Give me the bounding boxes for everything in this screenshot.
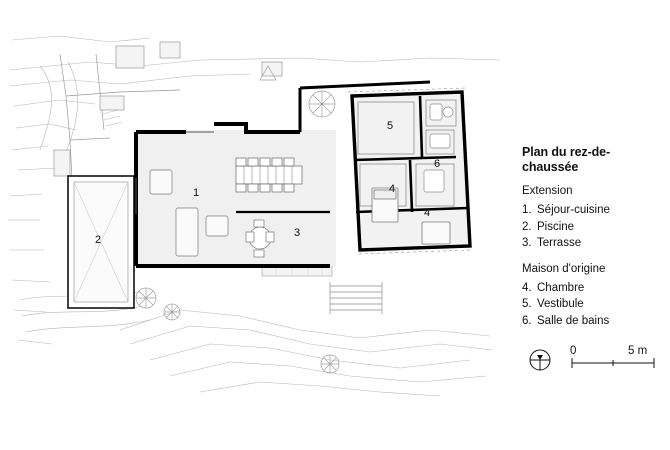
- room-number-3: 3: [293, 227, 301, 239]
- legend-item-number: 2.: [522, 220, 532, 233]
- legend-item: [522, 296, 662, 313]
- legend-item-label: Vestibule: [537, 298, 584, 310]
- legend-item-label: Séjour-cuisine: [537, 204, 610, 216]
- legend-list-extension: [522, 202, 662, 252]
- legend-section-heading-original-house: Maison d'origine: [522, 262, 606, 275]
- legend-list-original-house: [522, 280, 662, 330]
- legend-item-label: Terrasse: [537, 237, 582, 249]
- scale-label-max: 5 m: [628, 345, 648, 357]
- legend-item: [522, 219, 662, 236]
- legend-title: Plan du rez-de-chaussée: [522, 145, 611, 174]
- legend-section-heading-extension: Extension: [522, 185, 573, 197]
- legend-item: [522, 202, 662, 219]
- legend-item-number: 3.: [522, 237, 532, 249]
- legend-item-number: 6.: [522, 314, 532, 327]
- legend-item: [522, 235, 662, 252]
- legend-item-label: Salle de bains: [537, 314, 610, 327]
- legend-item: [522, 280, 662, 297]
- original-house: [348, 88, 470, 254]
- room-number-4a: 4: [388, 183, 396, 195]
- legend-item-number: 5.: [522, 298, 532, 310]
- scale-ruler: [572, 358, 654, 368]
- scale-bar-group: [528, 345, 658, 377]
- room-number-2: 2: [94, 234, 102, 246]
- furniture-kitchen: [236, 158, 302, 192]
- legend-item: [522, 313, 662, 330]
- room-number-4b: 4: [423, 207, 431, 219]
- scale-label-zero: 0: [570, 345, 577, 357]
- legend-item-number: 4.: [522, 281, 532, 294]
- stairs: [330, 282, 382, 314]
- room-number-6: 6: [433, 158, 441, 170]
- room-number-1: 1: [192, 187, 200, 199]
- north-arrow-icon: [530, 350, 550, 370]
- legend-item-label: Chambre: [537, 281, 585, 294]
- legend: [522, 145, 662, 339]
- legend-item-label: Piscine: [537, 220, 575, 233]
- room-number-5: 5: [386, 120, 394, 132]
- legend-item-number: 1.: [522, 204, 532, 216]
